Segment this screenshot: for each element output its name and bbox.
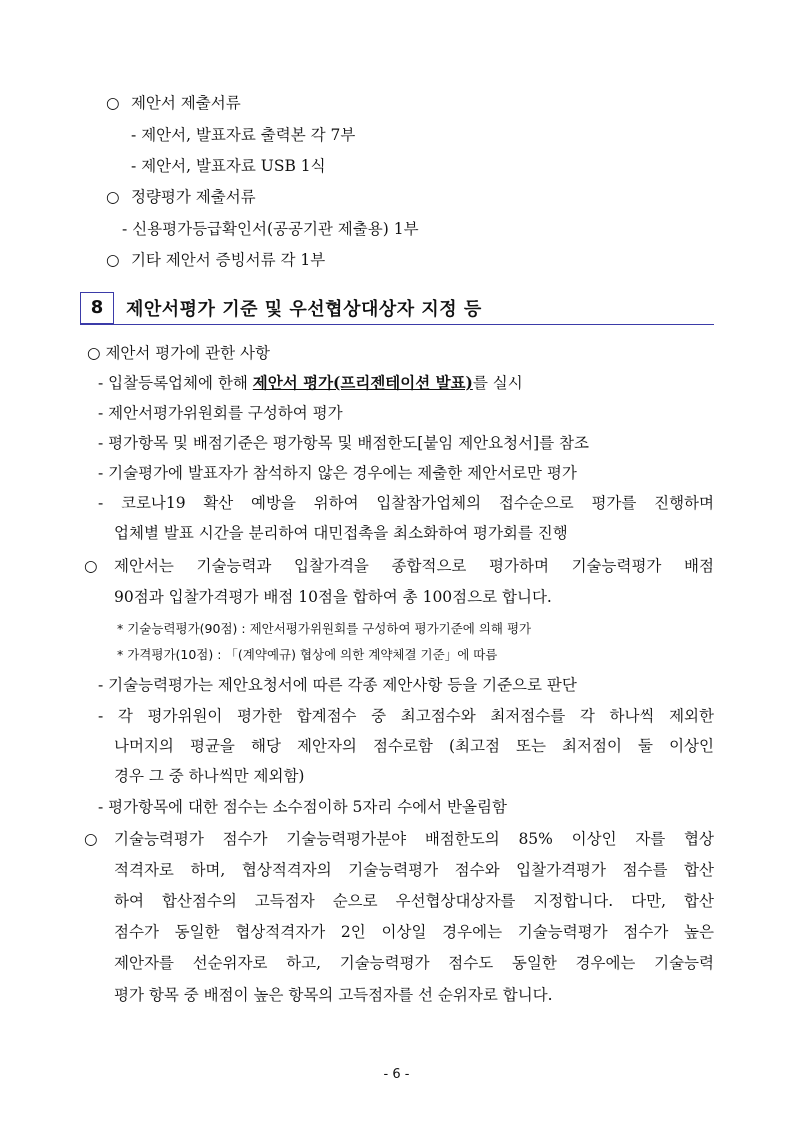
paragraph-line: 경우 그 중 하나씩만 제외함): [114, 767, 305, 785]
paragraph-line: - 평가항목에 대한 점수는 소수점이하 5자리 수에서 반올림함: [98, 798, 507, 816]
paragraph-line: 제안서는 기술능력과 입찰가격을 종합적으로 평가하며 기술능력평가 배점: [114, 557, 714, 575]
paragraph-line: 점수가 동일한 협상적격자가 2인 이상일 경우에는 기술능력평가 점수가 높은: [114, 923, 714, 941]
emphasis-text: 제안서 평가(프리젠테이션 발표): [252, 373, 473, 392]
note-line: * 기술능력평가(90점) : 제안서평가위원회를 구성하여 평가기준에 의해 평가: [117, 621, 532, 636]
list-item: ○ 제안서 제출서류: [106, 94, 241, 112]
list-item: - 제안서, 발표자료 USB 1식: [131, 157, 326, 175]
list-item: ○ 정량평가 제출서류: [106, 188, 256, 206]
list-item: - 신용평가등급확인서(공공기관 제출용) 1부: [122, 220, 419, 238]
paragraph-line: 적격자로 하며, 협상적격자의 기술능력평가 점수와 입찰가격평가 점수를 합산: [114, 861, 714, 879]
paragraph-line: 평가 항목 중 배점이 높은 항목의 고득점자를 선 순위자로 합니다.: [114, 986, 553, 1004]
paragraph-line: 하여 합산점수의 고득점자 순으로 우선협상대상자를 지정합니다. 다만, 합산: [114, 892, 714, 910]
bullet-circle: ○: [84, 557, 98, 575]
list-item: - 제안서, 발표자료 출력본 각 7부: [131, 126, 356, 144]
section-number: 8: [80, 292, 114, 324]
bullet-circle: ○: [84, 830, 98, 848]
section-heading: [80, 292, 714, 325]
paragraph-line: - 각 평가위원이 평가한 합계점수 중 최고점수와 최저점수를 각 하나씩 제외한: [98, 707, 714, 725]
paragraph-line: - 제안서평가위원회를 구성하여 평가: [98, 404, 343, 422]
paragraph-line: - 입찰등록업체에 한해 제안서 평가(프리젠테이션 발표)를 실시: [98, 373, 523, 392]
list-item: ○ 기타 제안서 증빙서류 각 1부: [106, 251, 326, 269]
paragraph-line: 나머지의 평균을 해당 제안자의 점수로함 (최고점 또는 최저점이 둘 이상인: [114, 737, 714, 755]
section-title: 제안서평가 기준 및 우선협상대상자 지정 등: [126, 299, 482, 320]
paragraph-line: 90점과 입찰가격평가 배점 10점을 합하여 총 100점으로 합니다.: [114, 588, 552, 606]
paragraph-line: 업체별 발표 시간을 분리하여 대민접촉을 최소화하여 평가회를 진행: [114, 524, 568, 542]
page-number: - 6 -: [383, 1067, 410, 1082]
paragraph-line: 기술능력평가 점수가 기술능력평가분야 배점한도의 85% 이상인 자를 협상: [114, 830, 714, 848]
paragraph-line: ○ 제안서 평가에 관한 사항: [87, 344, 270, 362]
paragraph-line: - 코로나19 확산 예방을 위하여 입찰참가업체의 접수순으로 평가를 진행하며: [98, 494, 714, 512]
paragraph-line: - 기술능력평가는 제안요청서에 따른 각종 제안사항 등을 기준으로 판단: [98, 676, 577, 694]
paragraph-line: - 평가항목 및 배점기준은 평가항목 및 배점한도[붙임 제안요청서]를 참조: [98, 434, 589, 452]
paragraph-line: 제안자를 선순위자로 하고, 기술능력평가 점수도 동일한 경우에는 기술능력: [114, 954, 714, 972]
paragraph-line: - 기술평가에 발표자가 참석하지 않은 경우에는 제출한 제안서로만 평가: [98, 464, 577, 482]
note-line: * 가격평가(10점) : 「(계약예규) 협상에 의한 계약체결 기준」에 따름: [117, 647, 498, 662]
